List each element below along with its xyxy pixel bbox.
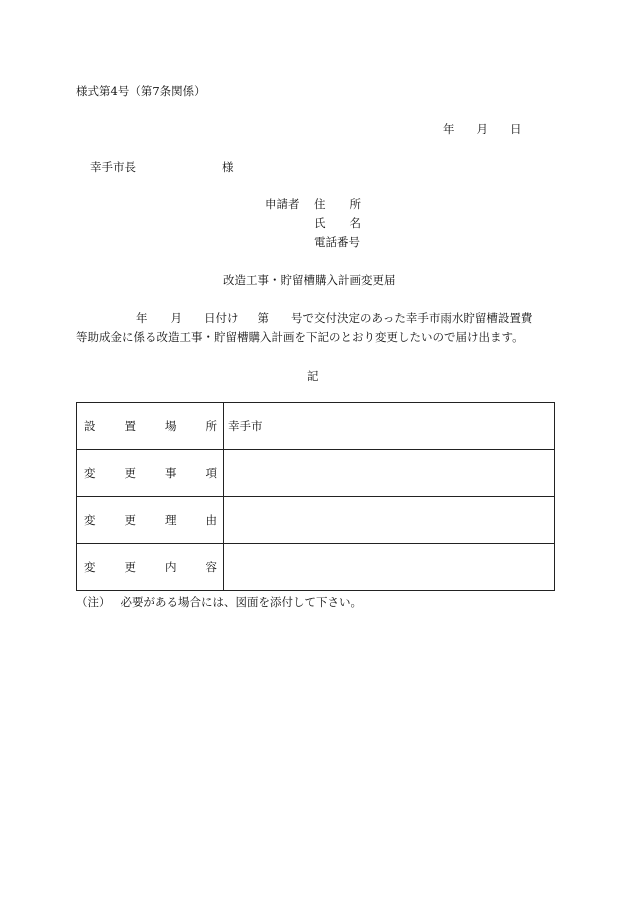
label-char: 所 bbox=[205, 419, 217, 433]
label-char: 事 bbox=[165, 466, 177, 480]
address-label-char: 住 bbox=[314, 197, 326, 211]
label-char: 更 bbox=[124, 466, 136, 480]
addressee-honorific: 様 bbox=[222, 160, 234, 174]
label-char: 更 bbox=[124, 560, 136, 574]
row-label-change-reason bbox=[77, 497, 224, 544]
table-row bbox=[77, 497, 555, 544]
date-line bbox=[443, 124, 522, 136]
label-char: 容 bbox=[205, 560, 217, 574]
label-char: 置 bbox=[124, 419, 136, 433]
applicant-name-label bbox=[314, 218, 361, 230]
label-char: 変 bbox=[84, 513, 96, 527]
body-line-1-text: 号で交付決定のあった幸手市雨水貯留槽設置費 bbox=[291, 311, 533, 325]
label-char: 由 bbox=[205, 513, 217, 527]
applicant-label: 申請者 bbox=[265, 197, 300, 211]
footnote-prefix: （注） bbox=[76, 595, 111, 609]
label-char: 変 bbox=[84, 466, 96, 480]
row-value-location[interactable]: 幸手市 bbox=[224, 403, 555, 450]
document-title: 改造工事・貯留槽購入計画変更届 bbox=[223, 273, 396, 287]
date-year-label: 年 bbox=[443, 122, 455, 136]
date-month-label: 月 bbox=[476, 122, 488, 136]
addressee bbox=[90, 162, 234, 174]
label-char: 場 bbox=[165, 419, 177, 433]
date-day-label: 日 bbox=[510, 122, 522, 136]
body-year-label: 年 bbox=[136, 311, 148, 325]
name-label-char: 氏 bbox=[314, 216, 326, 230]
row-value-change-item[interactable] bbox=[224, 450, 555, 497]
table-row bbox=[77, 403, 555, 450]
label-char: 更 bbox=[124, 513, 136, 527]
body-line-2: 等助成金に係る改造工事・貯留槽購入計画を下記のとおり変更したいので届け出ます。 bbox=[76, 330, 524, 344]
addressee-name: 幸手市長 bbox=[90, 160, 136, 174]
footnote-text: 必要がある場合には、図面を添付して下さい。 bbox=[120, 595, 362, 609]
form-number: 様式第4号（第7条関係） bbox=[76, 84, 206, 98]
footnote bbox=[76, 597, 362, 609]
body-line-1 bbox=[136, 313, 532, 325]
row-value-change-content[interactable] bbox=[224, 544, 555, 591]
label-char: 理 bbox=[165, 513, 177, 527]
details-table bbox=[76, 402, 555, 591]
address-label-char: 所 bbox=[349, 197, 361, 211]
applicant-phone-label: 電話番号 bbox=[314, 235, 360, 249]
ki-heading: 記 bbox=[307, 369, 319, 383]
applicant-address-label bbox=[314, 199, 361, 211]
row-label-location bbox=[77, 403, 224, 450]
body-dated-label: 日付け bbox=[204, 311, 239, 325]
body-month-label: 月 bbox=[170, 311, 182, 325]
name-label-char: 名 bbox=[349, 216, 361, 230]
table-row bbox=[77, 544, 555, 591]
table-row bbox=[77, 450, 555, 497]
row-label-change-content bbox=[77, 544, 224, 591]
label-char: 設 bbox=[84, 419, 96, 433]
label-char: 項 bbox=[205, 466, 217, 480]
label-char: 変 bbox=[84, 560, 96, 574]
label-char: 内 bbox=[165, 560, 177, 574]
row-label-change-item bbox=[77, 450, 224, 497]
body-number-prefix: 第 bbox=[257, 311, 269, 325]
row-value-change-reason[interactable] bbox=[224, 497, 555, 544]
